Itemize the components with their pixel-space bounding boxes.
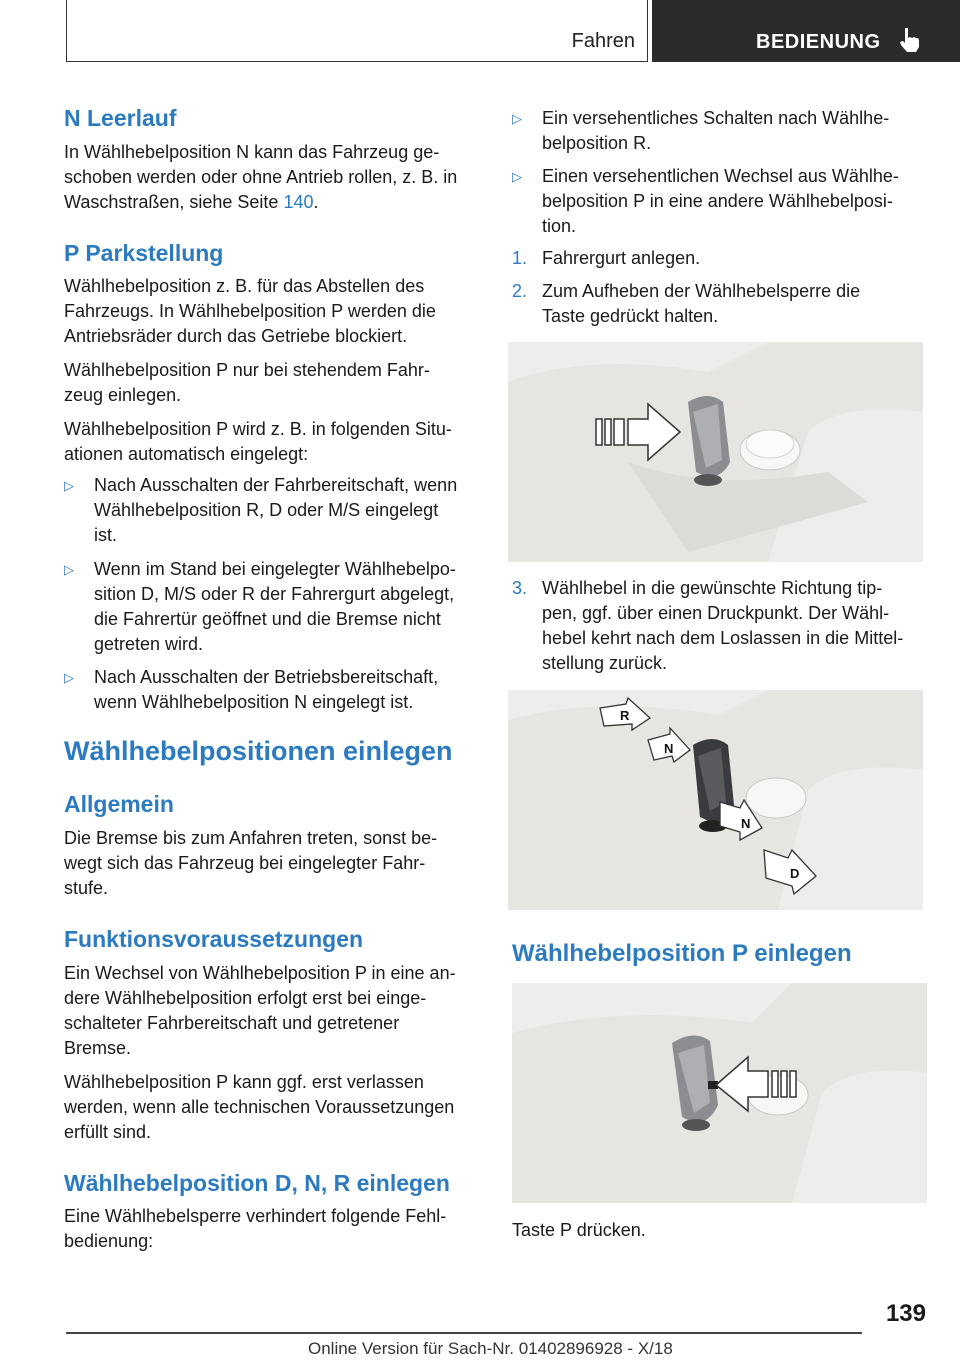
paragraph-p2-line: Wählhebelposition P nur bei stehendem Fahr‐: [64, 360, 430, 380]
image-caption: Taste P drücken.: [512, 1220, 646, 1240]
label-d: D: [790, 866, 800, 881]
list-item-text: tion.: [542, 216, 577, 236]
paragraph-p3-line: ationen automatisch eingelegt:: [64, 444, 309, 464]
list-item-text: belposition R.: [542, 133, 652, 153]
paragraph-allgemein-line: stufe.: [64, 878, 109, 898]
label-n-up: N: [664, 741, 674, 756]
section-title-p: P Parkstellung: [64, 240, 224, 266]
list-item-text: Nach Ausschalten der Fahrbereitschaft, wenn: [94, 475, 458, 495]
paragraph-allgemein-line: wegt sich das Fahrzeug bei eingelegter Fahr‐: [64, 853, 426, 873]
gear-selector-photo-p: [512, 983, 927, 1203]
paragraph-funk2-line: erfüllt sind.: [64, 1122, 152, 1142]
paragraph-n-text: Waschstraßen, siehe Seite: [64, 192, 284, 212]
paragraph-dnr-line: bedienung:: [64, 1231, 154, 1251]
gear-selector-photo-unlock: [508, 342, 923, 562]
page-number: 139: [885, 1300, 926, 1327]
tab-fahren-label: Fahren: [571, 30, 635, 52]
triangle-bullet-icon: ▷: [512, 111, 522, 126]
list-item-text: wenn Wählhebelposition N eingelegt ist.: [94, 692, 414, 712]
step-number: 3.: [512, 578, 528, 598]
triangle-bullet-icon: ▷: [64, 670, 74, 685]
paragraph-funk1-line: Ein Wechsel von Wählhebelposition P in eine an‐: [64, 963, 456, 983]
tab-bedienung[interactable]: [652, 0, 960, 62]
triangle-bullet-icon: ▷: [64, 478, 74, 493]
paragraph-dnr-line: Eine Wählhebelsperre verhindert folgende Fehl‐: [64, 1206, 447, 1226]
paragraph-funk2-line: werden, wenn alle technischen Voraussetzungen: [64, 1097, 455, 1117]
paragraph-n-line: In Wählhebelposition N kann das Fahrzeug ge‐: [64, 142, 440, 162]
footer-text: Online Version für Sach-Nr. 01402896928 - X/18: [308, 1339, 673, 1358]
list-item-text: belposition P in eine andere Wählhebelposi‐: [542, 191, 893, 211]
paragraph-p1-line: Fahrzeugs. In Wählhebelposition P werden die: [64, 301, 436, 321]
paragraph-p2-line: zeug einlegen.: [64, 385, 182, 405]
list-item-text: die Fahrertür geöffnet und die Bremse nicht: [94, 609, 441, 629]
step-text: Taste gedrückt halten.: [542, 306, 719, 326]
paragraph-p1-line: Antriebsräder durch das Getriebe blockiert.: [64, 326, 408, 346]
section-title-allgemein: Allgemein: [64, 791, 174, 817]
list-item-text: ist.: [94, 525, 118, 545]
section-title-funktion: Funktionsvoraussetzungen: [64, 926, 364, 952]
gear-selector-photo-directions: [508, 690, 923, 910]
step-number: 2.: [512, 281, 528, 301]
section-title-n: N Leerlauf: [64, 105, 177, 131]
paragraph-funk1-line: dere Wählhebelposition erfolgt erst bei einge‐: [64, 988, 427, 1008]
paragraph-funk2-line: Wählhebelposition P kann ggf. erst verlassen: [64, 1072, 424, 1092]
paragraph-n-line: schoben werden oder ohne Antrieb rollen, z. B. in: [64, 167, 458, 187]
step-text: stellung zurück.: [542, 653, 668, 673]
paragraph-p3-line: Wählhebelposition P wird z. B. in folgenden Situ‐: [64, 419, 452, 439]
list-item-text: Ein versehentliches Schalten nach Wählhe‐: [542, 108, 890, 128]
step-number: 1.: [512, 248, 528, 268]
label-n-down: N: [741, 816, 751, 831]
step-text: Zum Aufheben der Wählhebelsperre die: [542, 281, 861, 301]
section-title-p-einlegen: Wählhebelposition P einlegen: [512, 940, 852, 967]
gear-selector-illustration: [508, 690, 923, 910]
list-item-text: Wenn im Stand bei eingelegter Wählhebelpo‐: [94, 559, 456, 579]
gear-selector-illustration: [508, 342, 923, 562]
list-item-text: Nach Ausschalten der Betriebsbereitschaft,: [94, 667, 439, 687]
label-r: R: [620, 708, 630, 723]
tab-bedienung-label: BEDIENUNG: [756, 31, 881, 53]
paragraph-p1-line: Wählhebelposition z. B. für das Abstellen des: [64, 276, 425, 296]
footer-divider: [66, 1332, 862, 1334]
step-text: hebel kehrt nach dem Loslassen in die Mittel‐: [542, 628, 904, 648]
page-link-140[interactable]: 140: [283, 192, 314, 212]
triangle-bullet-icon: ▷: [64, 562, 74, 577]
main-heading: Wählhebelpositionen einlegen: [64, 736, 453, 766]
section-title-dnr: Wählhebelposition D, N, R einlegen: [64, 1170, 450, 1196]
paragraph-allgemein-line: Die Bremse bis zum Anfahren treten, sonst be‐: [64, 828, 438, 848]
paragraph-n-line: [64, 190, 319, 215]
chapter-tabs: [66, 0, 960, 62]
paragraph-funk1-line: Bremse.: [64, 1038, 132, 1058]
step-text: pen, ggf. über einen Druckpunkt. Der Wähl‐: [542, 603, 890, 623]
tab-fahren[interactable]: [66, 0, 648, 62]
paragraph-funk1-line: schalteter Fahrbereitschaft und getretener: [64, 1013, 400, 1033]
gear-selector-illustration: [512, 983, 927, 1203]
step-text: Fahrergurt anlegen.: [542, 248, 701, 268]
triangle-bullet-icon: ▷: [512, 169, 522, 184]
list-item-text: Wählhebelposition R, D oder M/S eingelegt: [94, 500, 439, 520]
period: .: [313, 192, 319, 212]
list-item-text: getreten wird.: [94, 634, 204, 654]
step-text: Wählhebel in die gewünschte Richtung tip‐: [542, 578, 883, 598]
list-item-text: sition D, M/S oder R der Fahrergurt abgelegt,: [94, 584, 455, 604]
hand-pointer-icon: [896, 26, 922, 54]
list-item-text: Einen versehentlichen Wechsel aus Wählhe‐: [542, 166, 899, 186]
